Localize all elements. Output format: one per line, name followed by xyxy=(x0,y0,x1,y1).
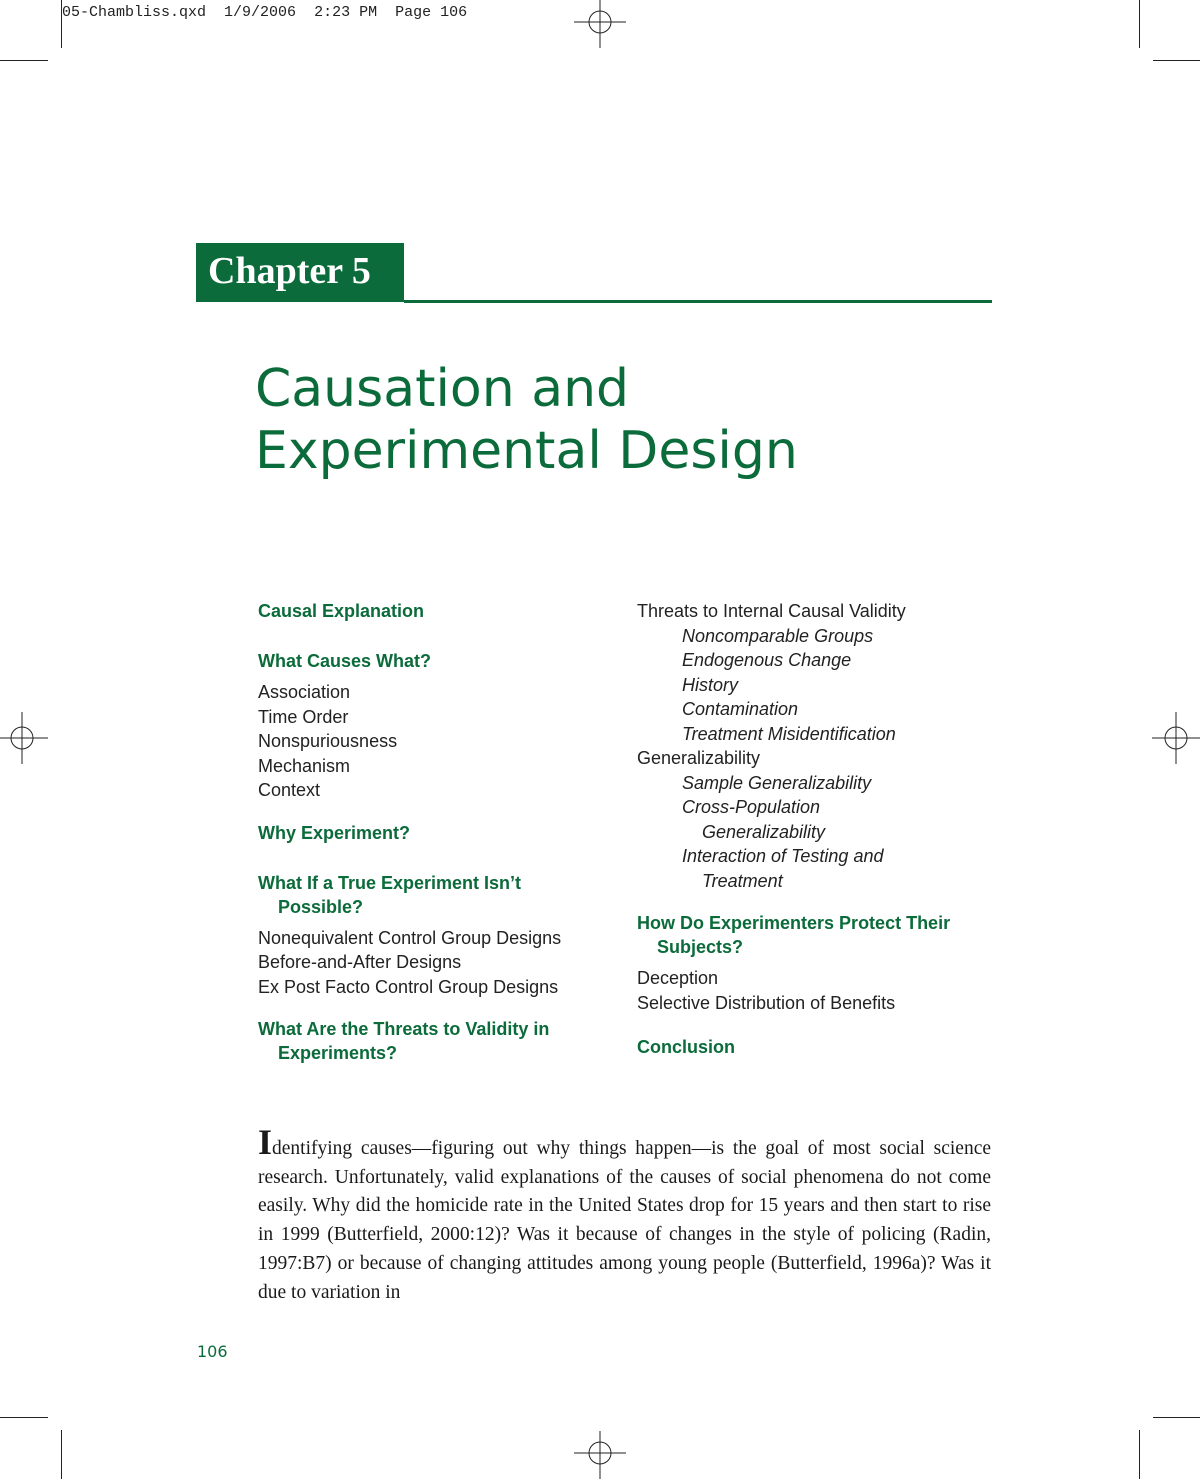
outline-subitem: Noncomparable Groups xyxy=(682,625,874,646)
outline-item: Mechanism xyxy=(258,755,351,776)
outline-heading-line: What If a True Experiment Isn’t xyxy=(258,872,522,893)
outline-subitem: Interaction of Testing and xyxy=(682,846,884,866)
outline-heading-line: How Do Experimenters Protect Their xyxy=(637,913,951,933)
body-text: dentifying causes—figuring out why things happen—is the goal of most social science research. Unfortunately, valid explanations of the causes of social phenomena do not come easily. Why did the homicide rate in the United States drop for 15 years and then start to rise in 1999 (Butterfield, 2000:12)? Was it because of changes in the style of policing (Radin, 1997:B7) or because of changing attitudes among young people (Butterfield, 1996a)? Was it due to variation in xyxy=(258,1138,991,1303)
slug-date: 1/9/2006 xyxy=(224,4,297,21)
crop-mark xyxy=(1139,1430,1140,1479)
slug-time: 2:23 PM xyxy=(314,4,378,21)
outline-subitem: Cross-Population xyxy=(682,797,821,817)
crop-mark xyxy=(1153,1417,1200,1418)
chapter-outline-right xyxy=(637,599,997,1059)
outline-subitem-continued: Generalizability xyxy=(702,821,826,842)
outline-heading xyxy=(258,1017,618,1065)
chapter-title xyxy=(255,358,798,482)
outline-heading xyxy=(258,871,618,919)
outline-subitem: Sample Generalizability xyxy=(682,772,872,793)
outline-heading-line: What Are the Threats to Validity in xyxy=(258,1019,550,1039)
outline-subitem: Endogenous Change xyxy=(682,650,852,670)
outline-subitem: History xyxy=(682,674,739,695)
registration-mark-icon xyxy=(1148,712,1200,764)
slug-page: Page 106 xyxy=(395,4,468,21)
crop-mark xyxy=(61,1430,62,1479)
outline-heading: Causal Explanation xyxy=(258,601,425,621)
outline-heading-line: Possible? xyxy=(278,896,364,917)
outline-item: Ex Post Facto Control Group Designs xyxy=(258,976,559,997)
outline-item: Nonspuriousness xyxy=(258,731,398,751)
chapter-label: Chapter 5 xyxy=(196,243,404,302)
outline-heading-line: Experiments? xyxy=(278,1043,398,1063)
outline-item: Association xyxy=(258,682,351,702)
chapter-title-line: Experimental Design xyxy=(255,421,798,481)
outline-subitem-continued: Treatment xyxy=(702,870,783,891)
drop-cap: I xyxy=(258,1122,273,1162)
crop-mark xyxy=(61,0,62,48)
outline-subitem: Contamination xyxy=(682,699,799,719)
outline-item: Generalizability xyxy=(637,748,761,768)
outline-heading: What Causes What? xyxy=(258,651,432,671)
crop-mark xyxy=(1139,0,1140,48)
registration-mark-icon xyxy=(0,712,52,764)
outline-item: Before-and-After Designs xyxy=(258,952,462,972)
outline-item: Time Order xyxy=(258,706,349,727)
outline-heading xyxy=(637,911,997,959)
crop-mark xyxy=(0,60,48,61)
outline-subitem: Treatment Misidentification xyxy=(682,723,896,744)
registration-mark-icon xyxy=(574,1427,626,1479)
outline-heading: Conclusion xyxy=(637,1037,735,1057)
outline-item: Deception xyxy=(637,968,719,988)
registration-mark-icon xyxy=(574,0,626,52)
crop-mark xyxy=(1153,60,1200,61)
chapter-rule xyxy=(404,300,992,303)
printer-slug xyxy=(62,4,467,21)
outline-item: Context xyxy=(258,780,321,800)
chapter-title-line: Causation and xyxy=(255,359,630,419)
page-number: 106 xyxy=(197,1342,228,1361)
outline-item: Threats to Internal Causal Validity xyxy=(637,601,906,621)
slug-file: 05-Chambliss.qxd xyxy=(62,4,207,21)
body-paragraph xyxy=(258,1122,991,1307)
chapter-outline-left xyxy=(258,599,618,1065)
outline-heading-line: Subjects? xyxy=(657,937,744,957)
outline-heading: Why Experiment? xyxy=(258,822,411,843)
outline-item: Selective Distribution of Benefits xyxy=(637,992,896,1013)
crop-mark xyxy=(0,1417,48,1418)
outline-item: Nonequivalent Control Group Designs xyxy=(258,927,562,948)
